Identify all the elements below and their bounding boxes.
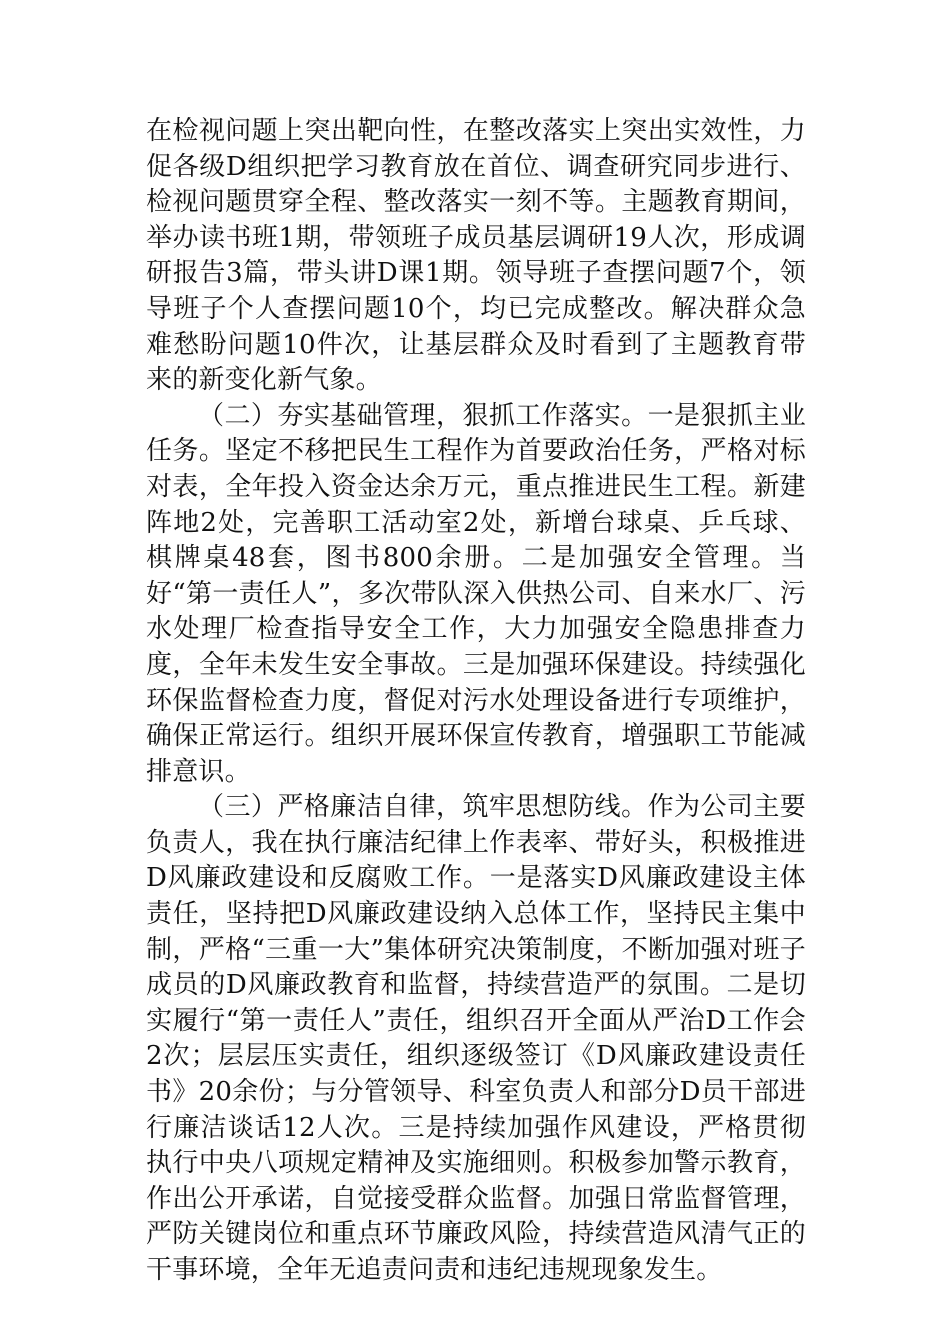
document-body	[146, 114, 806, 1289]
paragraph-integrity-discipline: （三）严格廉洁自律，筑牢思想防线。作为公司主要负责人，我在执行廉洁纪律上作表率、带好头，积极推进D风廉政建设和反腐败工作。一是落实D风廉政建设主体责任，坚持把D风廉政建设纳入总体工作，坚持民主集中制，严格“三重一大”集体研究决策制度，不断加强对班子成员的D风廉政教育和监督，持续营造严的氛围。二是切实履行“第一责任人”责任，组织召开全面从严治D工作会2次；层层压实责任，组织逐级签订《D风廉政建设责任书》20余份；与分管领导、科室负责人和部分D员干部进行廉洁谈话12人次。三是持续加强作风建设，严格贯彻执行中央八项规定精神及实施细则。积极参加警示教育，作出公开承诺，自觉接受群众监督。加强日常监督管理，严防关键岗位和重点环节廉政风险，持续营造风清气正的干事环境，全年无追责问责和违纪违规现象发生。	[146, 792, 806, 1285]
paragraph-basic-management: （二）夯实基础管理，狠抓工作落实。一是狠抓主业任务。坚定不移把民生工程作为首要政治任务，严格对标对表，全年投入资金达余万元，重点推进民生工程。新建阵地2处，完善职工活动室2处，新增台球桌、乒乓球、棋牌桌48套，图书800余册。二是加强安全管理。当好“第一责任人”，多次带队深入供热公司、自来水厂、污水处理厂检查指导安全工作，大力加强安全隐患排查力度，全年未发生安全事故。三是加强环保建设。持续强化环保监督检查力度，督促对污水处理设备进行专项维护，确保正常运行。组织开展环保宣传教育，增强职工节能减排意识。	[146, 400, 806, 787]
paragraph-continuation: 在检视问题上突出靶向性，在整改落实上突出实效性，力促各级D组织把学习教育放在首位、调查研究同步进行、检视问题贯穿全程、整改落实一刻不等。主题教育期间，举办读书班1期，带领班子成员基层调研19人次，形成调研报告3篇，带头讲D课1期。领导班子查摆问题7个，领导班子个人查摆问题10个，均已完成整改。解决群众急难愁盼问题10件次，让基层群众及时看到了主题教育带来的新变化新气象。	[146, 116, 806, 396]
